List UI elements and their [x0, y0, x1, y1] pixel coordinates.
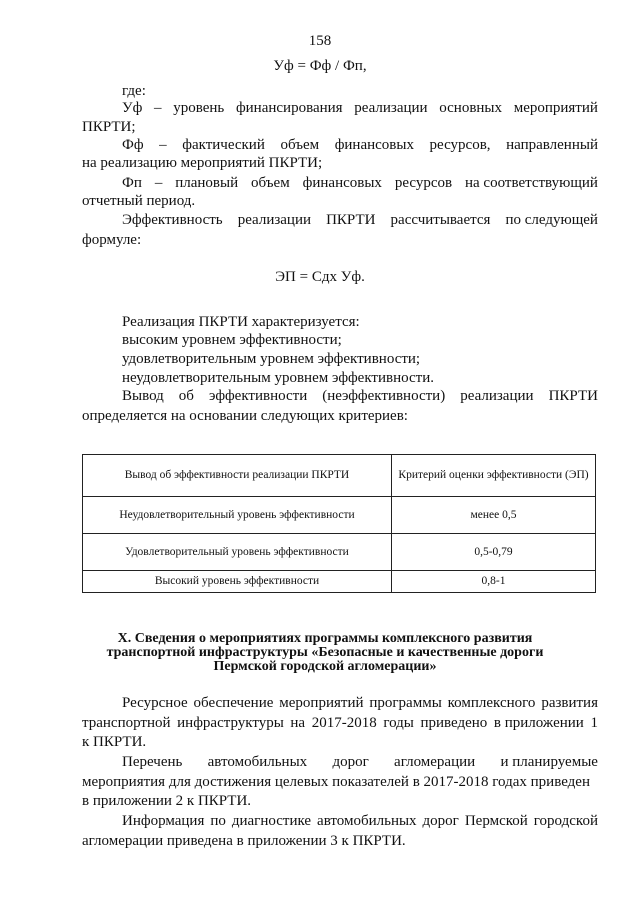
efficiency-line1: Эффективность реализации ПКРТИ рассчитывается по следующей — [122, 212, 598, 228]
where-label: где: — [122, 83, 146, 99]
table-cell: Высокий уровень эффективности — [83, 571, 392, 593]
info-line2: агломерации приведена в приложении 3 к ПКРТИ. — [82, 833, 406, 849]
formula-uf: Уф = Фф / Фп, — [273, 58, 367, 74]
fp-definition-line1: Фп – плановый объем финансовых ресурсов на соответствующий — [122, 175, 598, 191]
fp-definition-line2: отчетный период. — [82, 193, 196, 209]
conclusion-line2: определяется на основании следующих критериев: — [82, 408, 408, 424]
list-line2: мероприятия для достижения целевых показателей в 2017-2018 годах приведен — [82, 774, 590, 790]
table-cell: 0,5-0,79 — [392, 534, 596, 571]
conclusion-line1: Вывод об эффективности (неэффективности) реализации ПКРТИ — [122, 388, 598, 404]
table-cell: менее 0,5 — [392, 497, 596, 534]
info-line1: Информация по диагностике автомобильных дорог Пермской городской — [122, 813, 598, 829]
table-row — [83, 571, 596, 593]
table-header-row — [83, 455, 596, 497]
efficiency-line2: формуле: — [82, 232, 142, 248]
table-cell: Неудовлетворительный уровень эффективности — [83, 497, 392, 534]
resources-line1: Ресурсное обеспечение мероприятий программы комплексного развития — [122, 695, 598, 711]
criteria-table — [82, 454, 596, 593]
section-heading: X. Сведения о мероприятиях программы комплексного развития транспортной инфраструктуры «Безопасные и качественные дороги Пермской городской агломерации» — [106, 631, 544, 674]
ff-definition-line1: Фф – фактический объем финансовых ресурсов, направленный — [122, 137, 598, 153]
list-line1: Перечень автомобильных дорог агломерации и планируемые — [122, 754, 598, 770]
resources-line3: к ПКРТИ. — [82, 734, 147, 750]
ff-definition-line2: на реализацию мероприятий ПКРТИ; — [82, 155, 323, 171]
characteristics-intro: Реализация ПКРТИ характеризуется: — [122, 314, 360, 330]
uf-definition-line1: Уф – уровень финансирования реализации основных мероприятий — [122, 100, 598, 116]
table-header-cell: Критерий оценки эффективности (ЭП) — [392, 455, 596, 497]
page-number: 158 — [308, 33, 332, 49]
characteristic-item-high: высоким уровнем эффективности; — [122, 332, 342, 348]
table-cell: 0,8-1 — [392, 571, 596, 593]
table-row — [83, 497, 596, 534]
table-cell: Удовлетворительный уровень эффективности — [83, 534, 392, 571]
uf-definition-line2: ПКРТИ; — [82, 119, 136, 135]
characteristic-item-satisfactory: удовлетворительным уровнем эффективности; — [122, 351, 421, 367]
table-header-cell: Вывод об эффективности реализации ПКРТИ — [83, 455, 392, 497]
list-line3: в приложении 2 к ПКРТИ. — [82, 793, 252, 809]
resources-line2: транспортной инфраструктуры на 2017-2018 годы приведено в приложении 1 — [82, 715, 598, 731]
formula-ep: ЭП = Сдх Уф. — [275, 269, 365, 285]
table-row — [83, 534, 596, 571]
characteristic-item-unsatisfactory: неудовлетворительным уровнем эффективности. — [122, 370, 434, 386]
